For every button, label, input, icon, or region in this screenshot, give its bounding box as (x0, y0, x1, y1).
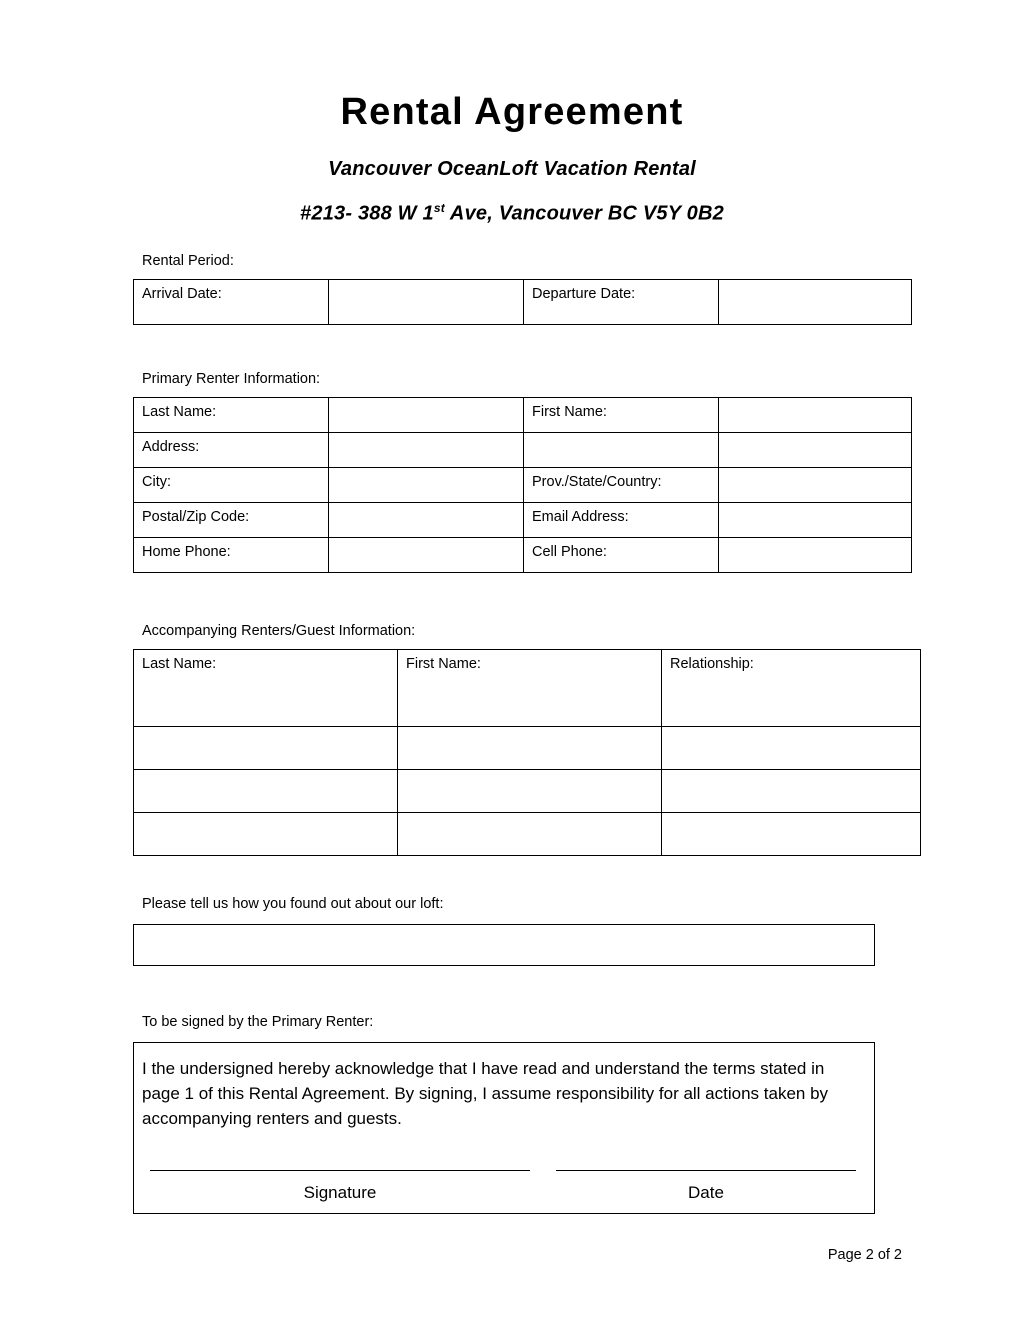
referral-field[interactable] (133, 924, 875, 966)
cell-phone-label: Cell Phone: (524, 538, 719, 573)
city-field[interactable] (329, 468, 524, 503)
table-row (134, 468, 912, 503)
address-extra-label (524, 433, 719, 468)
page-address (0, 181, 1024, 226)
table-row (134, 538, 912, 573)
table-row (134, 433, 912, 468)
date-line[interactable] (556, 1169, 856, 1171)
guest-first-name-field[interactable] (398, 770, 662, 813)
email-label: Email Address: (524, 503, 719, 538)
date-caption: Date (688, 1183, 724, 1203)
guest-relationship-header: Relationship: (662, 650, 921, 727)
address-extra-field[interactable] (719, 433, 912, 468)
guest-last-name-field[interactable] (134, 813, 398, 856)
table-row (134, 727, 921, 770)
guest-first-name-field[interactable] (398, 813, 662, 856)
province-label: Prov./State/Country: (524, 468, 719, 503)
guest-relationship-field[interactable] (662, 727, 921, 770)
page-subtitle: Vancouver OceanLoft Vacation Rental (328, 157, 696, 180)
signature-lines (142, 1169, 864, 1171)
last-name-label: Last Name: (134, 398, 329, 433)
signature-section-label: To be signed by the Primary Renter: (142, 1014, 374, 1031)
guests-table (133, 649, 921, 856)
cell-phone-field[interactable] (719, 538, 912, 573)
first-name-label: First Name: (524, 398, 719, 433)
address-ordinal: st (433, 200, 445, 215)
primary-renter-table (133, 397, 912, 573)
signature-captions (142, 1183, 864, 1203)
first-name-field[interactable] (719, 398, 912, 433)
departure-date-field[interactable] (719, 280, 912, 325)
arrival-date-label: Arrival Date: (134, 280, 329, 325)
guest-last-name-header: Last Name: (134, 650, 398, 727)
table-row (134, 770, 921, 813)
guest-last-name-field[interactable] (134, 770, 398, 813)
last-name-field[interactable] (329, 398, 524, 433)
referral-label: Please tell us how you found out about our loft: (142, 896, 444, 913)
email-field[interactable] (719, 503, 912, 538)
address-prefix: #213- 388 W 1 (300, 202, 434, 225)
rental-period-label: Rental Period: (142, 253, 234, 270)
table-row (134, 813, 921, 856)
table-row (134, 398, 912, 433)
postal-code-field[interactable] (329, 503, 524, 538)
departure-date-label: Departure Date: (524, 280, 719, 325)
table-header-row (134, 650, 921, 727)
signature-line[interactable] (150, 1169, 530, 1171)
rental-period-table (133, 279, 912, 325)
guest-last-name-field[interactable] (134, 727, 398, 770)
arrival-date-field[interactable] (329, 280, 524, 325)
guest-relationship-field[interactable] (662, 770, 921, 813)
guest-relationship-field[interactable] (662, 813, 921, 856)
guest-first-name-field[interactable] (398, 727, 662, 770)
postal-code-label: Postal/Zip Code: (134, 503, 329, 538)
signature-statement: I the undersigned hereby acknowledge that I have read and understand the terms stated in page 1 of this Rental Agreement. By signing, I assume responsibility for all actions taken by accompanying renters and guests. (142, 1059, 829, 1128)
table-row (134, 503, 912, 538)
address-field[interactable] (329, 433, 524, 468)
guest-first-name-header: First Name: (398, 650, 662, 727)
address-suffix: Ave, Vancouver BC V5Y 0B2 (444, 202, 724, 225)
signature-block (133, 1042, 875, 1214)
home-phone-label: Home Phone: (134, 538, 329, 573)
address-label: Address: (134, 433, 329, 468)
table-row (134, 280, 912, 325)
province-field[interactable] (719, 468, 912, 503)
signature-caption: Signature (303, 1183, 377, 1203)
page-footer: Page 2 of 2 (827, 1247, 902, 1263)
home-phone-field[interactable] (329, 538, 524, 573)
guests-label: Accompanying Renters/Guest Information: (142, 623, 416, 640)
city-label: City: (134, 468, 329, 503)
page-title: Rental Agreement (340, 91, 684, 133)
primary-renter-label: Primary Renter Information: (142, 371, 321, 388)
